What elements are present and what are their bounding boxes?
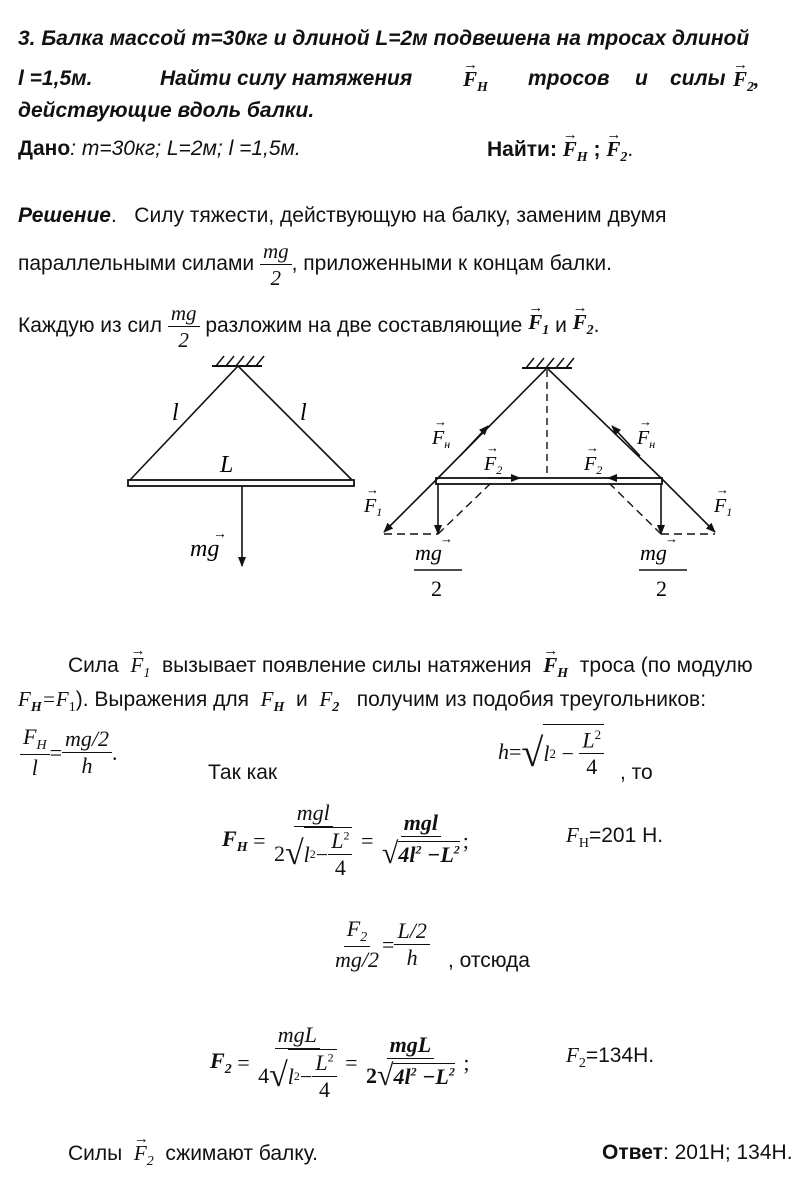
svg-text:2: 2 bbox=[656, 576, 667, 601]
left-label-mg: mg bbox=[190, 536, 220, 562]
solution-line-1: Решение. Силу тяжести, действующую на балку, заменим двумя bbox=[18, 204, 667, 227]
svg-text:→: → bbox=[486, 440, 499, 455]
formula-fh: $F_Н$ = mgl 2 √ l 2 − $\frac{L^2}{4}$ = mgl √ $4l^2 -L^2$ ; bbox=[222, 800, 469, 880]
label-f2-left: $F_2$ bbox=[484, 453, 503, 477]
fh-result: $F_Н=201$ Н. bbox=[566, 823, 664, 851]
svg-text:→: → bbox=[434, 414, 447, 429]
right-diagram bbox=[363, 358, 732, 601]
svg-text:→: → bbox=[665, 531, 678, 546]
answer: Ответ: 201Н; 134Н. bbox=[602, 1141, 793, 1164]
fraction-mg-over-2: $\frac{mg}{2}$ bbox=[260, 238, 292, 291]
label-fh-right: $F_н$ bbox=[637, 427, 656, 451]
to: , то bbox=[620, 761, 653, 784]
label-mg2-right bbox=[639, 531, 687, 601]
paragraph-line-2: $F_Н=F_1$). Выражения для $F_Н$ и $F_2$ получим из подобия треугольников: bbox=[18, 687, 707, 715]
fraction-mg-over-2-b: $\frac{mg}{2}$ bbox=[168, 300, 200, 353]
problem-line-2e: силы bbox=[670, 67, 726, 90]
problem-line-2c: тросов bbox=[528, 67, 610, 90]
force-diagram bbox=[0, 340, 812, 610]
left-mg-vector-arrow: → bbox=[213, 527, 227, 542]
svg-text:mg: mg bbox=[415, 540, 442, 565]
symbol-f2: → $F_2$, bbox=[733, 66, 759, 101]
f2-result: $F_2=134Н$. bbox=[566, 1043, 655, 1071]
otsyuda: , отсюда bbox=[448, 949, 530, 972]
f1-right-arrow bbox=[661, 478, 715, 532]
left-label-l2: l bbox=[300, 400, 307, 426]
problem-line-2a: l =1,5м. bbox=[18, 67, 93, 90]
tak-kak: Так как bbox=[208, 761, 278, 784]
given-line: Дано: m=30кг; L=2м; l =1,5м. bbox=[18, 137, 301, 160]
formula-h: h = √ l 2 − $\frac{L^2}{4}$ bbox=[498, 724, 604, 780]
svg-text:→: → bbox=[716, 482, 729, 497]
formula-similarity-1: $\frac{F_Н}{l}$ = $\frac{mg/2}{h}$ . bbox=[20, 724, 118, 781]
symbol-fh: → $F_Н$ bbox=[463, 66, 488, 101]
formula-similarity-2: $\frac{F_2}{mg/2}$ = $\frac{L/2}{h}$ bbox=[332, 916, 430, 973]
problem-line-1: 3. Балка массой m=30кг и длиной L=2м подвешена на тросах длиной bbox=[18, 27, 750, 50]
label-fh-left: $F_н$ bbox=[432, 427, 451, 451]
label-mg2-left bbox=[414, 531, 462, 601]
find-line: Найти: → $F_Н$ ; → $F_2$. bbox=[487, 136, 633, 171]
solution-line-3: Каждую из сил $\frac{mg}{2}$ разложим на две составляющие → $F_1$ и → $F_2$ . bbox=[18, 298, 600, 354]
beam bbox=[128, 480, 354, 486]
right-cable bbox=[238, 366, 352, 480]
label-f2-right: $F_2$ bbox=[584, 453, 603, 477]
left-label-L: L bbox=[220, 452, 234, 478]
problem-line-2d: и bbox=[635, 67, 648, 90]
fh-right-arrow bbox=[612, 426, 640, 456]
f1-left-arrow bbox=[384, 478, 438, 532]
problem-line-2b: Найти силу натяжения bbox=[160, 67, 413, 90]
left-label-l1: l bbox=[172, 400, 179, 426]
svg-text:→: → bbox=[639, 414, 652, 429]
label-f1-left: $F_1$ bbox=[364, 495, 383, 519]
solution-line-2: параллельными силами $\frac{mg}{2}$ , приложенными к концам балки. bbox=[18, 238, 612, 290]
svg-text:→: → bbox=[366, 482, 379, 497]
paragraph-line-1: Сила → $F_1$ вызывает появление силы натяжения → $F_Н$ троса (по модулю bbox=[68, 652, 753, 687]
fh-left-arrow bbox=[460, 426, 488, 456]
svg-text:mg: mg bbox=[640, 540, 667, 565]
problem-line-3: действующие вдоль балки. bbox=[18, 99, 315, 122]
formula-f2: $F_2$ = mgL 4 √ l 2 − $\frac{L^2}{4}$ = mgL 2 √ $4l^2 -L^2$ ; bbox=[210, 1022, 470, 1102]
beam-right bbox=[436, 478, 662, 484]
final-line: Силы → $F_2$ сжимают балку. bbox=[68, 1140, 318, 1175]
svg-text:→: → bbox=[440, 531, 453, 546]
svg-text:→: → bbox=[586, 440, 599, 455]
left-diagram bbox=[128, 356, 354, 566]
svg-text:2: 2 bbox=[431, 576, 442, 601]
label-f1-right: $F_1$ bbox=[714, 495, 733, 519]
